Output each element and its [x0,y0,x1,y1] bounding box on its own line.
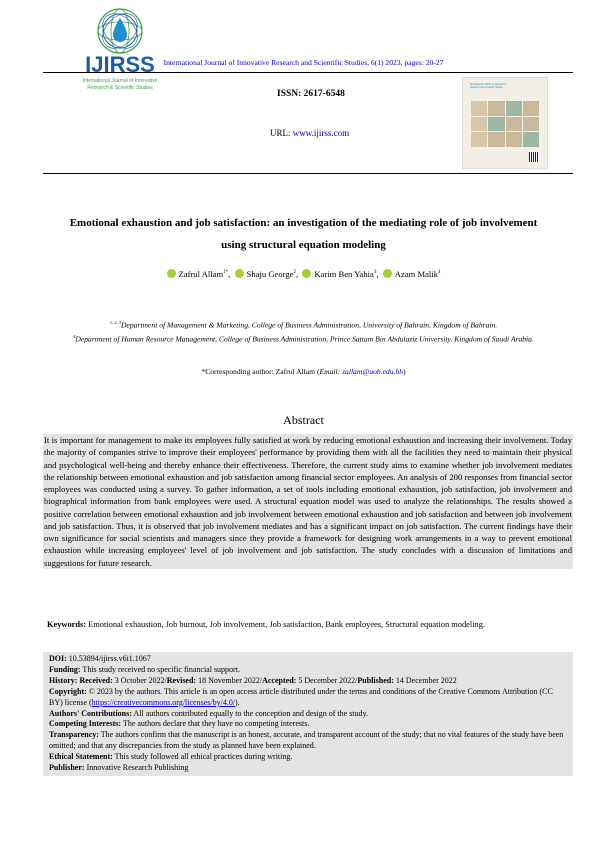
author-affiliation-mark: 3 [373,270,377,276]
author-affiliation-mark: 2 [293,270,296,276]
author[interactable]: Zafrul Allam$^{1*}$, [167,269,233,279]
corresponding-email-link[interactable]: zallam@uob.edu.bh [342,367,404,376]
author-name: Karim Ben Yahia [314,269,374,279]
doi: DOI: 10.53894/ijirss.v6i1.1067 [49,654,151,663]
affiliations [40,317,567,344]
journal-citation-line: International Journal of Innovative Research and Scientific Studies, 6(1) 2023, pages: 20-27 [163,58,444,67]
transparency: Transparency: The authors confirm that the manuscript is an honest, accurate, and transparent account of the study; that no vital features of the study have been omitted; and that any discrepancies from the study as planned have been explained. [49,730,564,751]
affiliation-1: $^{1, 2, 3}$Department of Management & Marketing, College of Business Administration, University of Bahrain, Kingdom of Bahrain. [109,320,498,330]
copyright: Copyright: © 2023 by the authors. This article is an open access article distributed under the terms and conditions of the Creative Commons Attribution (CC BY) license (https://creativecommons.org/licenses/by/4.0/). [49,686,553,707]
author[interactable]: Karim Ben Yahia$^3$, [302,269,380,279]
logo-subtitle-2: Research & Scientific Studies [87,85,153,91]
keywords-list: Emotional exhaustion, Job burnout, Job involvement, Job satisfaction, Bank employees, Structural equation modeling. [86,620,485,629]
abstract-heading: Abstract [283,413,324,427]
author-name: Azam Malik [394,269,438,279]
license-link[interactable]: https://creativecommons.org/licenses/by/4.0/ [91,697,236,707]
cover-photo-grid [471,101,539,147]
url-label: URL: [270,128,293,138]
journal-url [270,128,349,138]
paper-title: Emotional exhaustion and job satisfaction: an investigation of the mediating role of job involvement using structural equation modeling [69,217,538,251]
keywords-label: Keywords: [47,620,87,629]
qr-code-icon [529,152,539,162]
affiliation-2: $^4$Department of Human Resource Management, College of Business Administration, Prince Sattam Bin Abdulaziz University, Kingdom of Saudi Arabia. [73,333,534,344]
publisher: Publisher: Innovative Research Publishing [49,763,189,773]
ethical-statement: Ethical Statement: This study followed all ethical practices during writing. [49,752,293,762]
orcid-icon[interactable] [302,269,311,278]
funding: Funding: This study received no specific financial support. [49,664,240,674]
journal-logo [55,6,185,96]
cover-title: International Journal of Innovative Research and Scientific Studies [470,83,507,90]
journal-cover-image [462,77,548,169]
author-affiliation-mark: 4 [438,270,441,276]
author[interactable] [383,269,441,279]
author-contributions: Authors' Contributions: All authors contributed equally to the conception and design of the study. [49,708,369,718]
issn: ISSN: 2617-6548 [277,89,345,99]
author-affiliation-mark: 1* [223,270,229,276]
article-metadata [43,652,573,776]
url-link[interactable]: www.ijirss.com [292,128,350,138]
logo-subtitle-1: International Journal of Innovative [82,78,158,84]
author[interactable]: Shaju George$^2$, [235,269,301,279]
author-name: Shaju George [246,269,294,279]
author-name: Zafrul Allam [178,269,224,279]
history: History: Received: 3 October 2022/Revised: 18 November 2022/Accepted: 5 December 2022/Published: 14 December 2022 [49,675,457,685]
author-list [0,269,607,279]
competing-interests: Competing Interests: The authors declare that they have no competing interests. [49,719,310,729]
abstract-text: It is important for management to make its employees fully satisfied at work by reducing emotional exhaustion and increasing their involvement. Today the majority of companies strive to improve their employees' performance by providing them with all the facilities they need to maintain their physical and psychological well-being and thereby enhance their effectiveness. Therefore, the current study aims to examine whether job involvement mediates the relationship between emotional exhaustion and job satisfaction among financial sector employees. An analysis of 200 responses from financial sector employees was conducted using a survey. To gather information, a set of tools including emotional exhaustion, job satisfaction, job involvement and biographical information from bank employees were used. A structural equation model was used to analyze the relationships. The results showed a positive correlation between emotional exhaustion and job involvement between emotional exhaustion and job satisfaction and between job involvement and job satisfaction. Thus, it is observed that job involvement mediates and has a significant impact on job satisfaction. The current findings have their own significance for social scientists and managers since they provide a framework for designing work arrangements in a way to prevent emotional exhaustion while increasing employees' level of job involvement and job satisfaction. The study concludes with a discussion of limitations and suggestions for future research. [44,435,572,568]
corresponding-author: *Corresponding author: Zafrul Allam (Email: zallam@uob.edu.bh) [201,367,406,376]
keywords [43,620,573,629]
orcid-icon[interactable] [383,269,392,278]
logo-acronym: IJIRSS [85,52,155,77]
orcid-icon[interactable] [167,269,176,278]
orcid-icon[interactable] [235,269,244,278]
